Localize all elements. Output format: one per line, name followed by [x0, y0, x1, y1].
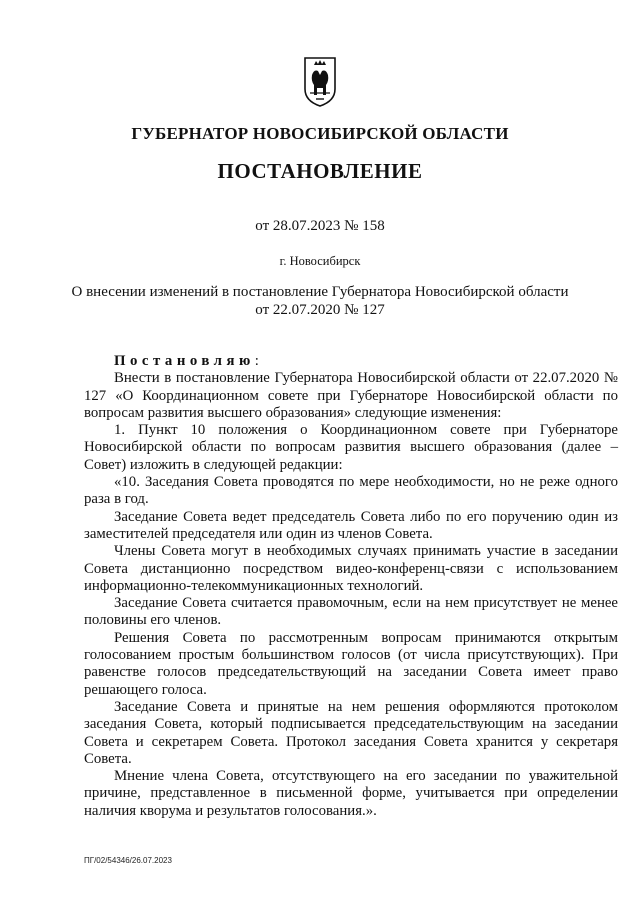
resolve-word: Постановляю	[114, 353, 255, 369]
resolve-suffix: :	[254, 353, 259, 369]
issuing-authority: ГУБЕРНАТОР НОВОСИБИРСКОЙ ОБЛАСТИ	[131, 124, 509, 143]
body-paragraph: Внести в постановление Губернатора Новосибирской области от 22.07.2020 № 127 «О Координационном совете при Губернаторе Новосибирской области по вопросам развития высшего образования» следующие изменения:	[84, 370, 618, 421]
body-paragraph: «10. Заседания Совета проводятся по мере необходимости, но не реже одного раза в год.	[84, 474, 618, 508]
document-body	[84, 353, 618, 820]
body-paragraph: Решения Совета по рассмотренным вопросам принимаются открытым голосованием простым большинством голосов (от числа присутствующих). При равенстве голосов председательствующий на заседании Совета имеет право решающего голоса.	[84, 629, 618, 698]
document-type-title: ПОСТАНОВЛЕНИЕ	[217, 159, 423, 183]
document-date-number: от 28.07.2023 № 158	[255, 218, 385, 234]
body-paragraph: Мнение члена Совета, отсутствующего на его заседании по уважительной причине, представленное в письменной форме, учитывается при определении наличия кворума и результатов голосования.».	[84, 768, 618, 819]
coat-of-arms-icon	[302, 55, 338, 109]
body-paragraph: Заседание Совета и принятые на нем решения оформляются протоколом заседания Совета, который подписывается председательствующим на заседании Совета и секретарем Совета. Протокол заседания Совета хранится у секретаря Совета.	[84, 698, 618, 767]
resolve-heading	[84, 353, 618, 370]
body-paragraph: Заседание Совета ведет председатель Совета либо по его поручению один из заместителей председателя или один из членов Совета.	[84, 508, 618, 542]
subject-line-2: от 22.07.2020 № 127	[255, 301, 385, 318]
document-subject	[0, 284, 640, 319]
body-paragraph: 1. Пункт 10 положения о Координационном совете при Губернаторе Новосибирской области по вопросам развития высшего образования (далее – Совет) изложить в следующей редакции:	[84, 422, 618, 473]
document-registration-code: ПГ/02/54346/26.07.2023	[84, 856, 172, 865]
subject-line-1: О внесении изменений в постановление Губернатора Новосибирской области	[71, 284, 569, 300]
body-paragraph: Члены Совета могут в необходимых случаях принимать участие в заседании Совета дистанционно посредством видео-конференц-связи с использованием информационно-телекоммуникационных технологий.	[84, 543, 618, 594]
document-city: г. Новосибирск	[279, 254, 361, 268]
body-paragraph: Заседание Совета считается правомочным, если на нем присутствует не менее половины его членов.	[84, 595, 618, 629]
